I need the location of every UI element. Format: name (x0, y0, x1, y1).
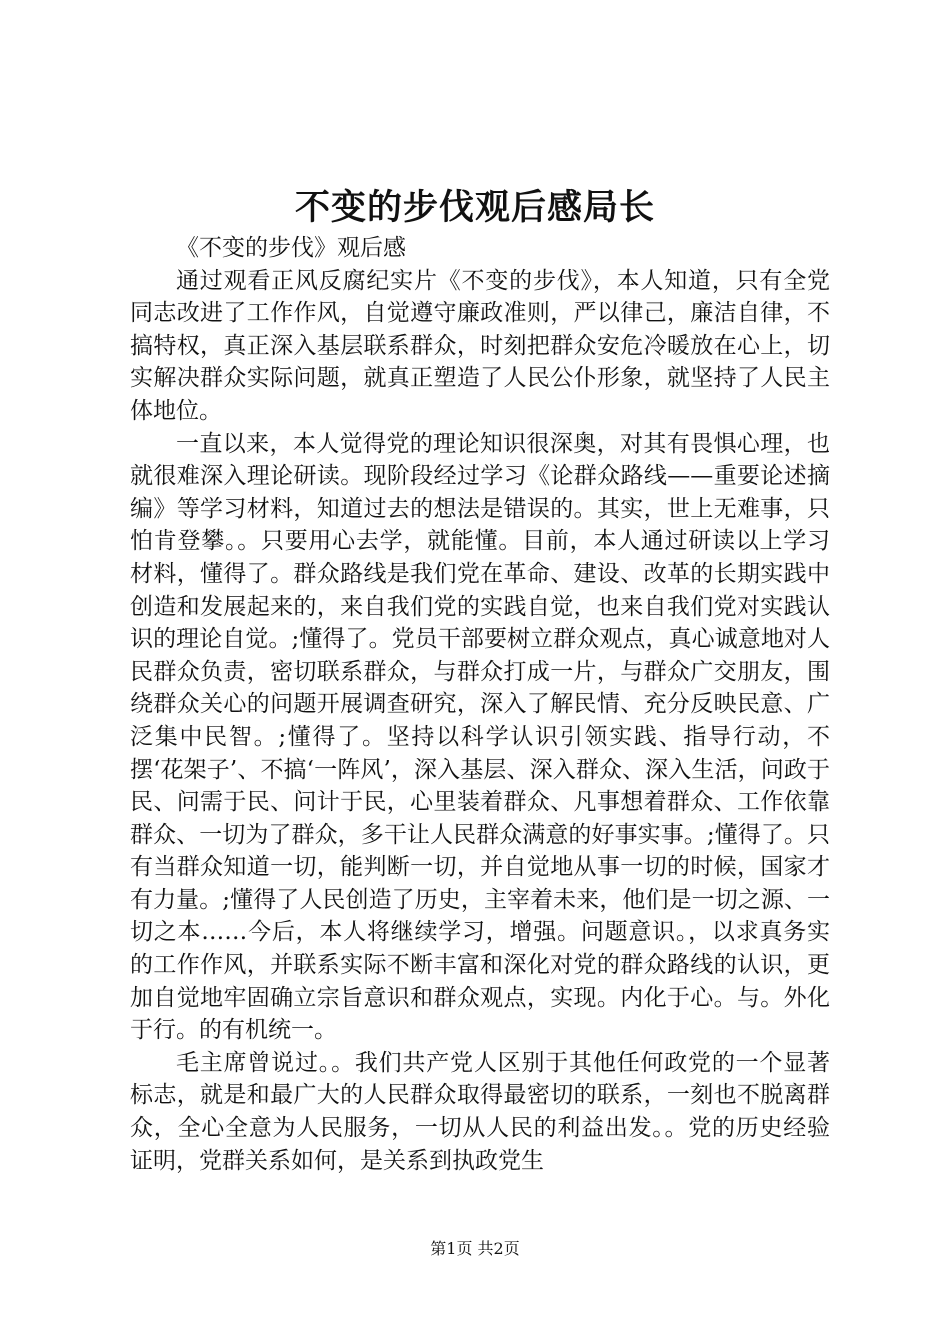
paragraph-3: 毛主席曾说过。。我们共产党人区别于其他任何政党的一个显著标志，就是和最广大的人民群众取得最密切的联系，一刻也不脱离群众，全心全意为人民服务，一切从人民的利益出发。。党的历史经验证明，党群关系如何，是关系到执政党生 (130, 1049, 830, 1174)
paragraph-subtitle: 《不变的步伐》观后感 (176, 235, 406, 261)
document-body (130, 232, 830, 1177)
page-footer: 第1页 共2页 (430, 1239, 520, 1258)
document-title: 不变的步伐观后感局长 (294, 187, 655, 228)
paragraph-2: 一直以来，本人觉得党的理论知识很深奥，对其有畏惧心理，也就很难深入理论研读。现阶段经过学习《论群众路线——重要论述摘编》等学习材料，知道过去的想法是错误的。其实，世上无难事，只怕肯登攀。。只要用心去学，就能懂。目前，本人通过研读以上学习材料，懂得了。群众路线是我们党在革命、建设、改革的长期实践中创造和发展起来的，来自我们党的实践自觉，也来自我们党对实践认识的理论自觉。;懂得了。党员干部要树立群众观点，真心诚意地对人民群众负责，密切联系群众，与群众打成一片，与群众广交朋友，围绕群众关心的问题开展调查研究，深入了解民情、充分反映民意、广泛集中民智。;懂得了。坚持以科学认识引领实践、指导行动，不摆‘花架子’、不搞‘一阵风’，深入基层、深入群众、深入生活，问政于民、问需于民、问计于民，心里装着群众、凡事想着群众、工作依靠群众、一切为了群众，多干让人民群众满意的好事实事。;懂得了。只有当群众知道一切，能判断一切，并自觉地从事一切的时候，国家才有力量。;懂得了人民创造了历史，主宰着未来，他们是一切之源、一切之本……今后，本人将继续学习，增强。问题意识。，以求真务实的工作作风，并联系实际不断丰富和深化对党的群众路线的认识，更加自觉地牢固确立宗旨意识和群众观点，实现。内化于心。与。外化于行。的有机统一。 (130, 430, 830, 1044)
paragraph-1: 通过观看正风反腐纪实片《不变的步伐》，本人知道，只有全党同志改进了工作作风，自觉遵守廉政准则，严以律己，廉洁自律，不搞特权，真正深入基层联系群众，时刻把群众安危冷暖放在心上，切实解决群众实际问题，就真正塑造了人民公仆形象，就坚持了人民主体地位。 (130, 267, 830, 424)
